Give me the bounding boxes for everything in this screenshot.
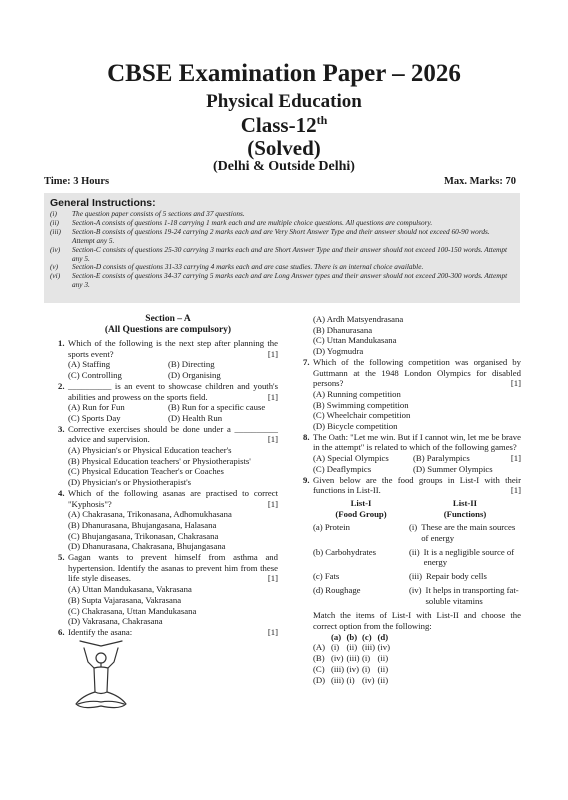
paper-title: CBSE Examination Paper – 2026 [107,60,461,87]
match-table-header: List-I (Food Group) List-II (Functions) [335,497,487,519]
instructions-heading: General Instructions: [50,197,156,209]
options-5: (A) Uttan Mandukasana, Vakrasana (B) Supta Vajarasana, Vakrasana (C) Chakrasana, Uttan Mandukasana (D) Vakrasana, Chakrasana [68,584,197,627]
code-option: (A) (i) (ii) (iii) (iv) [313,642,391,653]
question-7: 7. Which of the following competition was organised by Guttmann at the 1948 London Olympics for disabled persons? [1] [303,356,521,389]
time-label: Time: 3 Hours [44,176,110,187]
region-label: (Delhi & Outside Delhi) [213,159,355,174]
code-header: (a) (b) (c) (d) [331,631,389,642]
subject-title: Physical Education [206,91,362,112]
max-marks-label: Max. Marks: 70 [443,176,516,187]
match-row: (c) Fats (iii) Repair body cells [313,571,487,582]
instructions-list [50,210,514,290]
question-9: 9. Given below are the food groups in List-I with their functions in List-II. [1] [303,474,521,496]
instruction-item: (vi) Section-E consists of questions 34-37 carrying 5 marks each and are Long Answer types and their answer should not exceed 200-300 words. Attempt any 3. [50,271,508,290]
match-row: (d) Roughage (iv) It helps in transporting fat-soluble vitamins [313,584,519,606]
match-row: (b) Carbohydrates (ii) It is a negligible source of energy [313,546,515,568]
left-column [58,314,278,722]
solved-label: (Solved) [247,136,321,160]
question-3: 3. Corrective exercises should be done under a __________ advice and supervision. [1] [58,423,278,445]
instruction-item: (iv) Section-C consists of questions 25-30 carrying 3 marks each and are Short Answer Type and their answer should not exceed 100-150 words. Attempt any 5. [50,244,508,263]
options-2: (A) Run for Fun (B) Run for a specific cause (C) Sports Day (D) Health Run [68,402,266,423]
yoga-pose-figure [70,640,278,723]
question-2: 2. __________ is an event to showcase children and youth's abilities and prowess on the sports field. [1] [58,380,278,402]
options-1: (A) Staffing (B) Directing (C) Controlling (D) Organising [68,359,221,381]
instruction-item: (ii) Section-A consists of questions 1-18 carrying 1 mark each and are multiple choice questions. All questions are compulsory. [50,217,433,227]
options-7: (A) Running competition (B) Swimming competition (C) Wheelchair competition (D) Bicycle competition [313,388,411,432]
options-4: (A) Chakrasana, Trikonasana, Adhomukhasana (B) Dhanurasana, Bhujangasana, Halasana (C) Bhujangasana, Trikonasan, Chakrasana (D) Dhanurasana, Chakrasana, Bhujangasana [68,509,232,552]
right-column [303,314,521,685]
instruction-item: (iii) Section-B consists of questions 19-24 carrying 2 marks each and are Very Short Answer Type and their answer should not exceed 60-90 words. Attempt any 5. [50,226,490,245]
options-8: (A) Special Olympics (B) Paralympics (C) Deaflympics (D) Summer Olympics [313,453,493,474]
code-option: (C) (iii) (iv) (i) (ii) [313,663,389,674]
match-instruction: Match the items of List-I with List-II and choose the correct option from the following: [313,610,521,631]
question-4: 4. Which of the following asanas are practised to correct "Kyphosis"? [1] [58,487,278,509]
options-6: (A) Ardh Matsyendrasana (B) Dhanurasana (C) Uttan Mandukasana (D) Yogmudra [313,314,404,357]
instruction-item: (v) Section-D consists of questions 31-33 carrying 4 marks each and are case studies. There is an internal choice available. [50,262,424,272]
question-1: 1. Which of the following is the next step after planning the sports event? [1] [58,338,278,359]
code-option: (B) (iv) (iii) (i) (ii) [313,653,389,664]
section-note: (All Questions are compulsory) [104,325,232,335]
match-row: (a) Protein (i) These are the main sources of energy [313,522,516,544]
general-instructions-box [44,193,520,303]
question-8: 8. The Oath: "Let me win. But if I cannot win, let me be brave in the attempt" is related to which of the following games? [1] [303,431,521,464]
instruction-item: (i) The question paper consists of 5 sections and 37 questions. [50,209,245,218]
question-6: 6. Identify the asana: [1] [58,626,278,637]
class-title: Class-12th [240,113,328,137]
code-option: (D) (iii) (i) (iv) (ii) [313,674,389,685]
options-3: (A) Physician's or Physical Education teacher's (B) Physical Education teachers' or Physiotherapists' (C) Physical Education Teacher's or Coaches (D) Physician's or Physiotherapist's [68,445,251,488]
section-title: Section – A [145,314,191,324]
question-5: 5. Gagan wants to prevent himself from asthma and hypertension. Identify the asanas to prevent him from these life style diseases. [1] [58,552,278,584]
